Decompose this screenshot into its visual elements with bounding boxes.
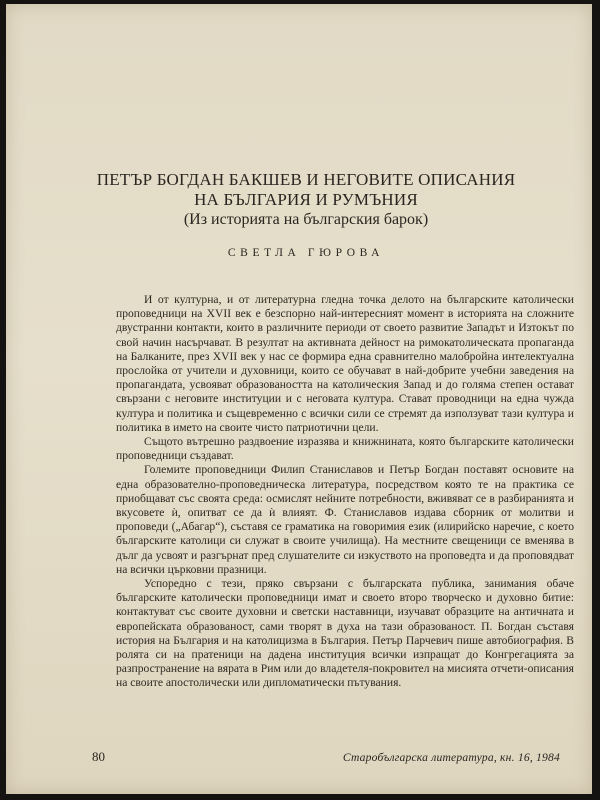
article-title-block (66, 170, 546, 230)
article-title-line-1: ПЕТЪР БОГДАН БАКШЕВ И НЕГОВИТЕ ОПИСАНИЯ (96, 170, 516, 189)
paragraph: Същото вътрешно раздвоение изразява и книжнината, която българските католически проповедници създават. (116, 435, 574, 463)
article-subtitle: (Из историята на българския барок) (183, 211, 429, 228)
paragraph: Успоредно с тези, пряко свързани с българската публика, занимания обаче българските католически проповедници имат и своето второ творческо и духовно битие: контактуват със своите духовни и светски наставници, изучават образците на античната и европейската образованост, сами творят в духа на тази образованост. П. Богдан съставя история на България и на католицизма в България. Петър Парчевич пише автобиография. В ролята си на пратеници на дадена институция всички изпращат до Конгрегацията за разпространение на вярата в Рим или до владетеля-покровител на мисията отчети-описания на своите апостолически или дипломатически пътувания. (116, 577, 574, 690)
article-body (116, 293, 574, 691)
journal-citation: Старобългарска литература, кн. 16, 1984 (342, 751, 560, 764)
article-author: СВЕТЛА ГЮРОВА (227, 247, 385, 259)
paragraph: Големите проповедници Филип Станиславов и Петър Богдан поставят основите на една образователно-проповедническа литература, посредством която те на практика се приобщават със своята среда: осмислят нейните потребности, вживяват се в разбиранията и вкусовете ѝ, опитват се да ѝ влияят. Ф. Станиславов издава сборник от молитви и проповеди („Абагар“), съставя се граматика на говоримия език (илирийско наречие, с което българските католици си служат в своите училища). На местните свещеници се вменява в дълг да усвоят и разгърнат пред слушателите си изкуството на проповедта и да проповядват на всички църковни празници. (116, 463, 574, 576)
paragraph: И от културна, и от литературна гледна точка делото на българските католически проповедници на XVII век е безспорно най-интересният момент в историята на сложните двустранни контакти, които в различните периоди от своето развитие Западът и Изтокът по свой начин насърчават. В резултат на активната дейност на римокатолическата пропаганда на Балканите, през XVII век у нас се формира една сравнително малобройна интелектуална прослойка от учители и духовници, които се обучават в най-добрите учебни заведения на пропагандата, усвояват образоваността на католическия Запад и до голяма степен остават свързани с неговите институции и с неговата култура. Стават проводници на една чужда култура и политика и същевременно с всички сили се стремят да използуват тази култура и политика в името на своите чисто патриотични цели. (116, 293, 574, 434)
journal-page (6, 4, 592, 794)
page-number: 80 (92, 749, 105, 764)
article-title-line-2: НА БЪЛГАРИЯ И РУМЪНИЯ (194, 190, 418, 209)
